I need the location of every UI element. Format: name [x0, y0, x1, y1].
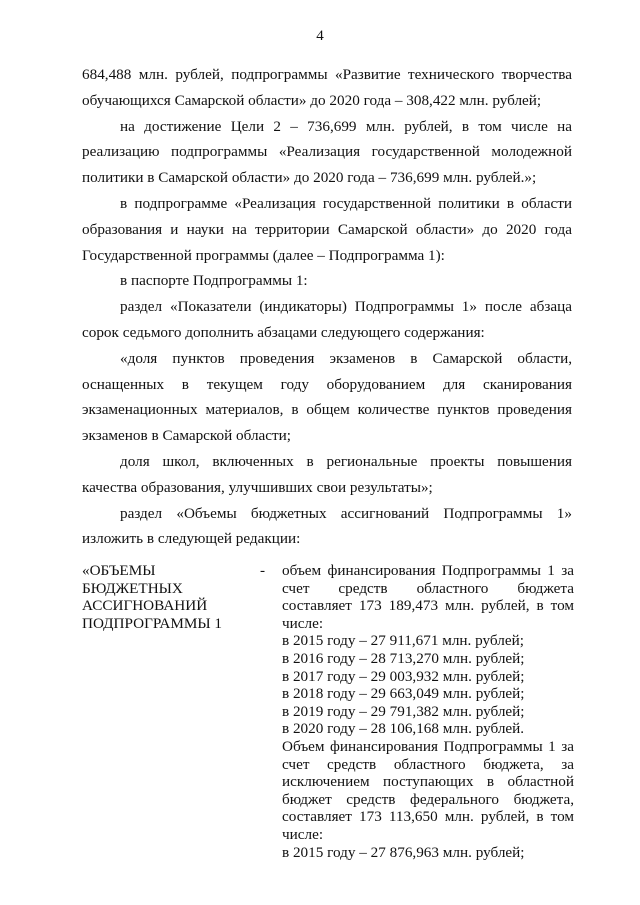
page-number: 4 — [316, 28, 324, 44]
paragraph: в подпрограмме «Реализация государственной политики в области образования и науки на территории Самарской области» до 2020 года Государственной программы (далее – Подпрограмма 1): — [82, 194, 572, 264]
label-line: АССИГНОВАНИЙ — [82, 597, 208, 615]
paragraph: на достижение Цели 2 – 736,699 млн. рублей, в том числе на реализацию подпрограммы «Реализация государственной молодежной политики в Самарской области» до 2020 года – 736,699 млн. рублей.»; — [82, 117, 572, 187]
content-line: счет средств областного бюджета, за — [282, 755, 574, 773]
label-line: «ОБЪЕМЫ — [82, 562, 156, 579]
content-line: объем финансирования Подпрограммы 1 за — [282, 562, 574, 579]
year-line: в 2020 году – 28 106,168 млн. рублей. — [282, 720, 525, 738]
year-line: в 2015 году – 27 876,963 млн. рублей; — [282, 843, 525, 861]
content-line: бюджет средств федерального бюджета, — [282, 790, 574, 808]
content-line: Объем финансирования Подпрограммы 1 за — [282, 737, 574, 755]
budget-section-label — [82, 562, 252, 632]
content-line: составляет 173 189,473 млн. рублей, в том — [282, 597, 574, 615]
content-line: счет средств областного бюджета — [282, 579, 574, 597]
paragraph: доля школ, включенных в региональные проекты повышения качества образования, улучшивших свои результаты»; — [82, 452, 572, 496]
content-line: числе: — [282, 825, 324, 843]
document-body — [82, 62, 572, 552]
year-line: в 2017 году – 29 003,932 млн. рублей; — [282, 667, 525, 685]
content-line: составляет 173 113,650 млн. рублей, в том — [282, 808, 574, 826]
paragraph: в паспорте Подпрограммы 1: — [120, 272, 308, 290]
paragraph: 684,488 млн. рублей, подпрограммы «Развитие технического творчества обучающихся Самарской области» до 2020 года – 308,422 млн. рублей; — [82, 66, 572, 109]
paragraph: «доля пунктов проведения экзаменов в Самарской области, оснащенных в текущем году оборудованием для сканирования экзаменационных материалов, в общем количестве пунктов проведения экзаменов в Самарской области; — [82, 349, 572, 445]
year-line: в 2015 году – 27 911,671 млн. рублей; — [282, 632, 524, 650]
year-line: в 2018 году – 29 663,049 млн. рублей; — [282, 685, 525, 703]
paragraph: раздел «Показатели (индикаторы) Подпрограммы 1» после абзаца сорок седьмого дополнить абзацами следующего содержания: — [82, 298, 572, 341]
year-line: в 2016 году – 28 713,270 млн. рублей; — [282, 649, 525, 667]
budget-section-content — [282, 562, 574, 861]
label-line: ПОДПРОГРАММЫ 1 — [82, 614, 223, 632]
year-line: в 2019 году – 29 791,382 млн. рублей; — [282, 702, 525, 720]
content-line: числе: — [282, 614, 324, 632]
label-dash: - — [260, 562, 266, 579]
label-line: БЮДЖЕТНЫХ — [82, 579, 183, 597]
content-line: исключением поступающих в областной — [282, 773, 574, 791]
paragraph: раздел «Объемы бюджетных ассигнований Подпрограммы 1» изложить в следующей редакции: — [82, 504, 572, 548]
